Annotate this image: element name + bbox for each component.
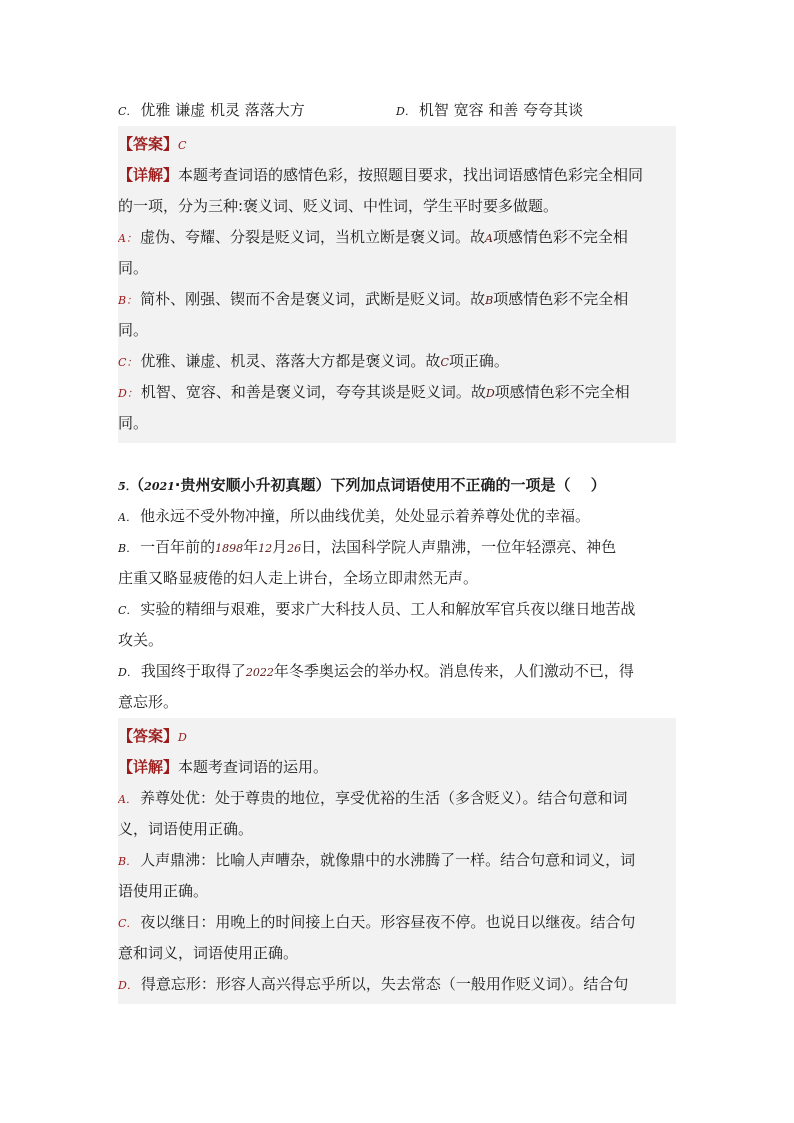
explain-c: C． 夜以继日：用晚上的时间接上白天。形容昼夜不停。也说日以继夜。结合句 bbox=[118, 913, 636, 931]
explain-d: D： 机智、宽容、和善是褒义词，夸夸其谈是贬义词。故D项感情色彩不完全相 bbox=[118, 383, 630, 401]
detail-line: 【详解】本题考查词语的感情色彩，按照题目要求，找出词语感情色彩完全相同 bbox=[118, 166, 644, 184]
answer-block-2: 【答案】D 【详解】本题考查词语的运用。 A． 养尊处优：处于尊贵的地位，享受优裕的生活（多含贬义）。结合句意和词 义，词语使用正确。 B． 人声鼎沸：比喻人声嘈杂，就像鼎中的水沸腾了一样。结合句意和词义，词 语使用正确。 C． 夜以继日：用晚上的时间接上白天。形容昼夜不停。也说日以继夜。结合句 意和词义，词语使用正确。 D． 得意忘形：形容人高兴得忘乎所以，失去常态（一般用作贬义词）。结合句 bbox=[118, 718, 676, 1004]
question-5: 5．（2021·贵州安顺小升初真题）下列加点词语使用不正确的一项是（ ） A． 他永远不受外物冲撞，所以曲线优美，处处显示着养尊处优的幸福。 B． 一百年前的1898年12月26日，法国科学院人声鼎沸，一位年轻漂亮、神色 庄重又略显疲倦的妇人走上讲台，全场立即肃然无声。 C． 实验的精细与艰难，要求广大科技人员、工人和解放军官兵夜以继日地苦战 攻关。 D． 我国终于取得了2022年冬季奥运会的举办权。消息传来，人们激动不已，得 意忘形。 bbox=[118, 470, 676, 718]
option-c: C． 实验的精细与艰难，要求广大科技人员、工人和解放军官兵夜以继日地苦战 bbox=[118, 600, 636, 618]
question-title: 5．（2021·贵州安顺小升初真题）下列加点词语使用不正确的一项是（ ） bbox=[118, 476, 606, 494]
option-c: C． 优雅 谦虚 机灵 落落大方 bbox=[118, 101, 305, 119]
option-b: B． 一百年前的1898年12月26日，法国科学院人声鼎沸，一位年轻漂亮、神色 bbox=[118, 538, 617, 556]
explain-a: A： 虚伪、夸耀、分裂是贬义词，当机立断是褒义词。故A项感情色彩不完全相 bbox=[118, 228, 628, 246]
explain-c: C： 优雅、谦虚、机灵、落落大方都是褒义词。故C项正确。 bbox=[118, 352, 509, 370]
explain-d: D． 得意忘形：形容人高兴得忘乎所以，失去常态（一般用作贬义词）。结合句 bbox=[118, 975, 629, 993]
explain-a: A． 养尊处优：处于尊贵的地位，享受优裕的生活（多含贬义）。结合句意和词 bbox=[118, 789, 628, 807]
answer-line: 【答案】D bbox=[118, 727, 187, 745]
previous-question-options bbox=[118, 95, 676, 126]
explain-b: B． 人声鼎沸：比喻人声嘈杂，就像鼎中的水沸腾了一样。结合句意和词义，词 bbox=[118, 851, 636, 869]
option-d: D． 我国终于取得了2022年冬季奥运会的举办权。消息传来，人们激动不已，得 bbox=[118, 662, 634, 680]
detail-line: 【详解】本题考查词语的运用。 bbox=[118, 758, 329, 776]
explain-b: B： 简朴、刚强、锲而不舍是褒义词，武断是贬义词。故B项感情色彩不完全相 bbox=[118, 290, 629, 308]
option-d: D． 机智 宽容 和善 夸夸其谈 bbox=[396, 101, 584, 119]
answer-block-1: 【答案】C 【详解】本题考查词语的感情色彩，按照题目要求，找出词语感情色彩完全相同 的一项，分为三种:褒义词、贬义词、中性词，学生平时要多做题。 A： 虚伪、夸耀、分裂是贬义词，当机立断是褒义词。故A项感情色彩不完全相 同。 B： 简朴、刚强、锲而不舍是褒义词，武断是贬义词。故B项感情色彩不完全相 同。 C： 优雅、谦虚、机灵、落落大方都是褒义词。故C项正确。 D： 机智、宽容、和善是褒义词，夸夸其谈是贬义词。故D项感情色彩不完全相 同。 bbox=[118, 126, 676, 443]
option-a: A． 他永远不受外物冲撞，所以曲线优美，处处显示着养尊处优的幸福。 bbox=[118, 507, 590, 525]
answer-line: 【答案】C bbox=[118, 135, 187, 153]
